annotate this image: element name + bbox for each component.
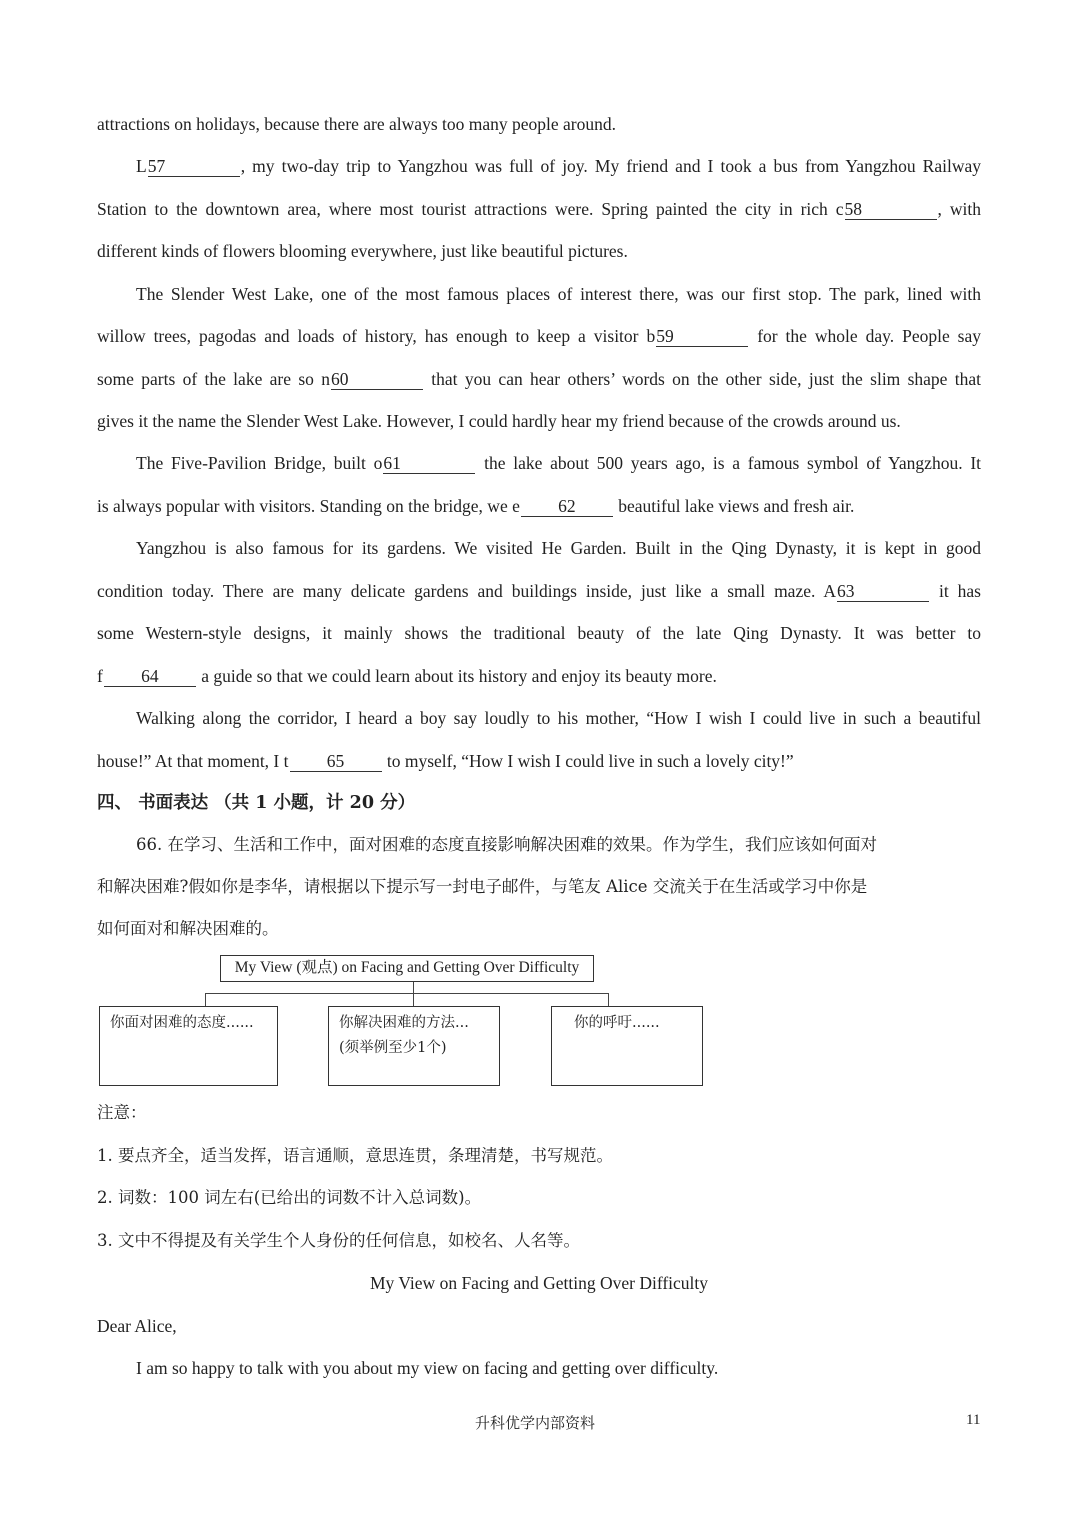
passage-line: Station to the downtown area, where most tourist attractions were. Spring painted the city in rich c58 , with bbox=[97, 199, 981, 219]
question-text: 如何面对和解决困难的。 bbox=[97, 919, 279, 938]
connector-line bbox=[413, 993, 414, 1006]
passage-line: house!” At that moment, I t 65 to myself, “How I wish I could live in such a lovely city!” bbox=[97, 751, 794, 771]
diagram-box-methods: 你解决困难的方法... (须举例至少1个) bbox=[328, 1006, 500, 1086]
passage-line: attractions on holidays, because there are always too many people around. bbox=[97, 114, 616, 134]
essay-salutation: Dear Alice, bbox=[97, 1316, 177, 1336]
question-text: 和解决困难?假如你是李华，请根据以下提示写一封电子邮件，与笔友 Alice 交流关于在生活或学习中你是 bbox=[97, 877, 868, 896]
connector-line bbox=[608, 993, 609, 1006]
passage-line: condition today. There are many delicate gardens and buildings inside, just like a small maze. A63 it has bbox=[97, 581, 981, 601]
passage-line: Walking along the corridor, I heard a boy say loudly to his mother, “How I wish I could live in such a beautiful bbox=[136, 708, 981, 728]
passage-line: willow trees, pagodas and loads of history, has enough to keep a visitor b59 for the whole day. People say bbox=[97, 326, 982, 346]
diagram-title: My View (观点) on Facing and Getting Over Difficulty bbox=[220, 955, 594, 982]
passage-line: The Five-Pavilion Bridge, built o61 the lake about 500 years ago, is a famous symbol of Yangzhou. It bbox=[136, 453, 982, 473]
passage-line: Yangzhou is also famous for its gardens. We visited He Garden. Built in the Qing Dynasty, it is kept in good bbox=[136, 538, 981, 558]
note-item: 3. 文中不得提及有关学生个人身份的任何信息，如校名、人名等。 bbox=[97, 1231, 580, 1250]
blank-58[interactable]: 58 bbox=[845, 199, 937, 220]
passage-line: f 64 a guide so that we could learn about its history and enjoy its beauty more. bbox=[97, 666, 717, 686]
diagram-box-appeal: 你的呼吁...... bbox=[551, 1006, 703, 1086]
section-heading: 四、 书面表达 （共 1 小题，计 20 分） bbox=[97, 793, 416, 813]
connector-line bbox=[205, 993, 609, 994]
blank-63[interactable]: 63 bbox=[837, 581, 929, 602]
connector-line bbox=[413, 982, 414, 993]
note-item: 2. 词数：100 词左右(已给出的词数不计入总词数)。 bbox=[97, 1188, 482, 1207]
blank-60[interactable]: 60 bbox=[331, 369, 423, 390]
blank-65[interactable]: 65 bbox=[290, 751, 382, 772]
connector-line bbox=[205, 993, 206, 1006]
essay-opening: I am so happy to talk with you about my view on facing and getting over difficulty. bbox=[136, 1358, 719, 1378]
notes-label: 注意： bbox=[97, 1103, 147, 1122]
passage-line: L57 , my two-day trip to Yangzhou was full of joy. My friend and I took a bus from Yangzhou Railway bbox=[136, 156, 981, 176]
blank-64[interactable]: 64 bbox=[104, 666, 196, 687]
passage-line: gives it the name the Slender West Lake. However, I could hardly hear my friend because of the crowds around us. bbox=[97, 411, 901, 431]
passage-line: The Slender West Lake, one of the most famous places of interest there, was our first stop. The park, lined with bbox=[136, 284, 981, 304]
note-item: 1. 要点齐全，适当发挥，语言通顺，意思连贯，条理清楚，书写规范。 bbox=[97, 1146, 613, 1165]
diagram-box-attitude: 你面对困难的态度...... bbox=[99, 1006, 278, 1086]
blank-62[interactable]: 62 bbox=[521, 496, 613, 517]
passage-line: some parts of the lake are so n60 that you can hear others’ words on the other side, just the slim shape that bbox=[97, 369, 982, 389]
footer-source: 升科优学内部资料 bbox=[475, 1414, 596, 1432]
question-text: 66. 在学习、生活和工作中，面对困难的态度直接影响解决困难的效果。作为学生，我们应该如何面对 bbox=[136, 835, 877, 854]
blank-59[interactable]: 59 bbox=[656, 326, 748, 347]
passage-line: some Western-style designs, it mainly shows the traditional beauty of the late Qing Dynasty. It was better to bbox=[97, 623, 981, 643]
page-number: 11 bbox=[966, 1412, 981, 1428]
blank-57[interactable]: 57 bbox=[148, 156, 240, 177]
passage-line: different kinds of flowers blooming everywhere, just like beautiful pictures. bbox=[97, 241, 628, 261]
outline-diagram bbox=[97, 955, 707, 1090]
blank-61[interactable]: 61 bbox=[383, 453, 475, 474]
essay-title: My View on Facing and Getting Over Difficulty bbox=[369, 1273, 709, 1293]
passage-line: is always popular with visitors. Standing on the bridge, we e 62 beautiful lake views and fresh air. bbox=[97, 496, 855, 516]
